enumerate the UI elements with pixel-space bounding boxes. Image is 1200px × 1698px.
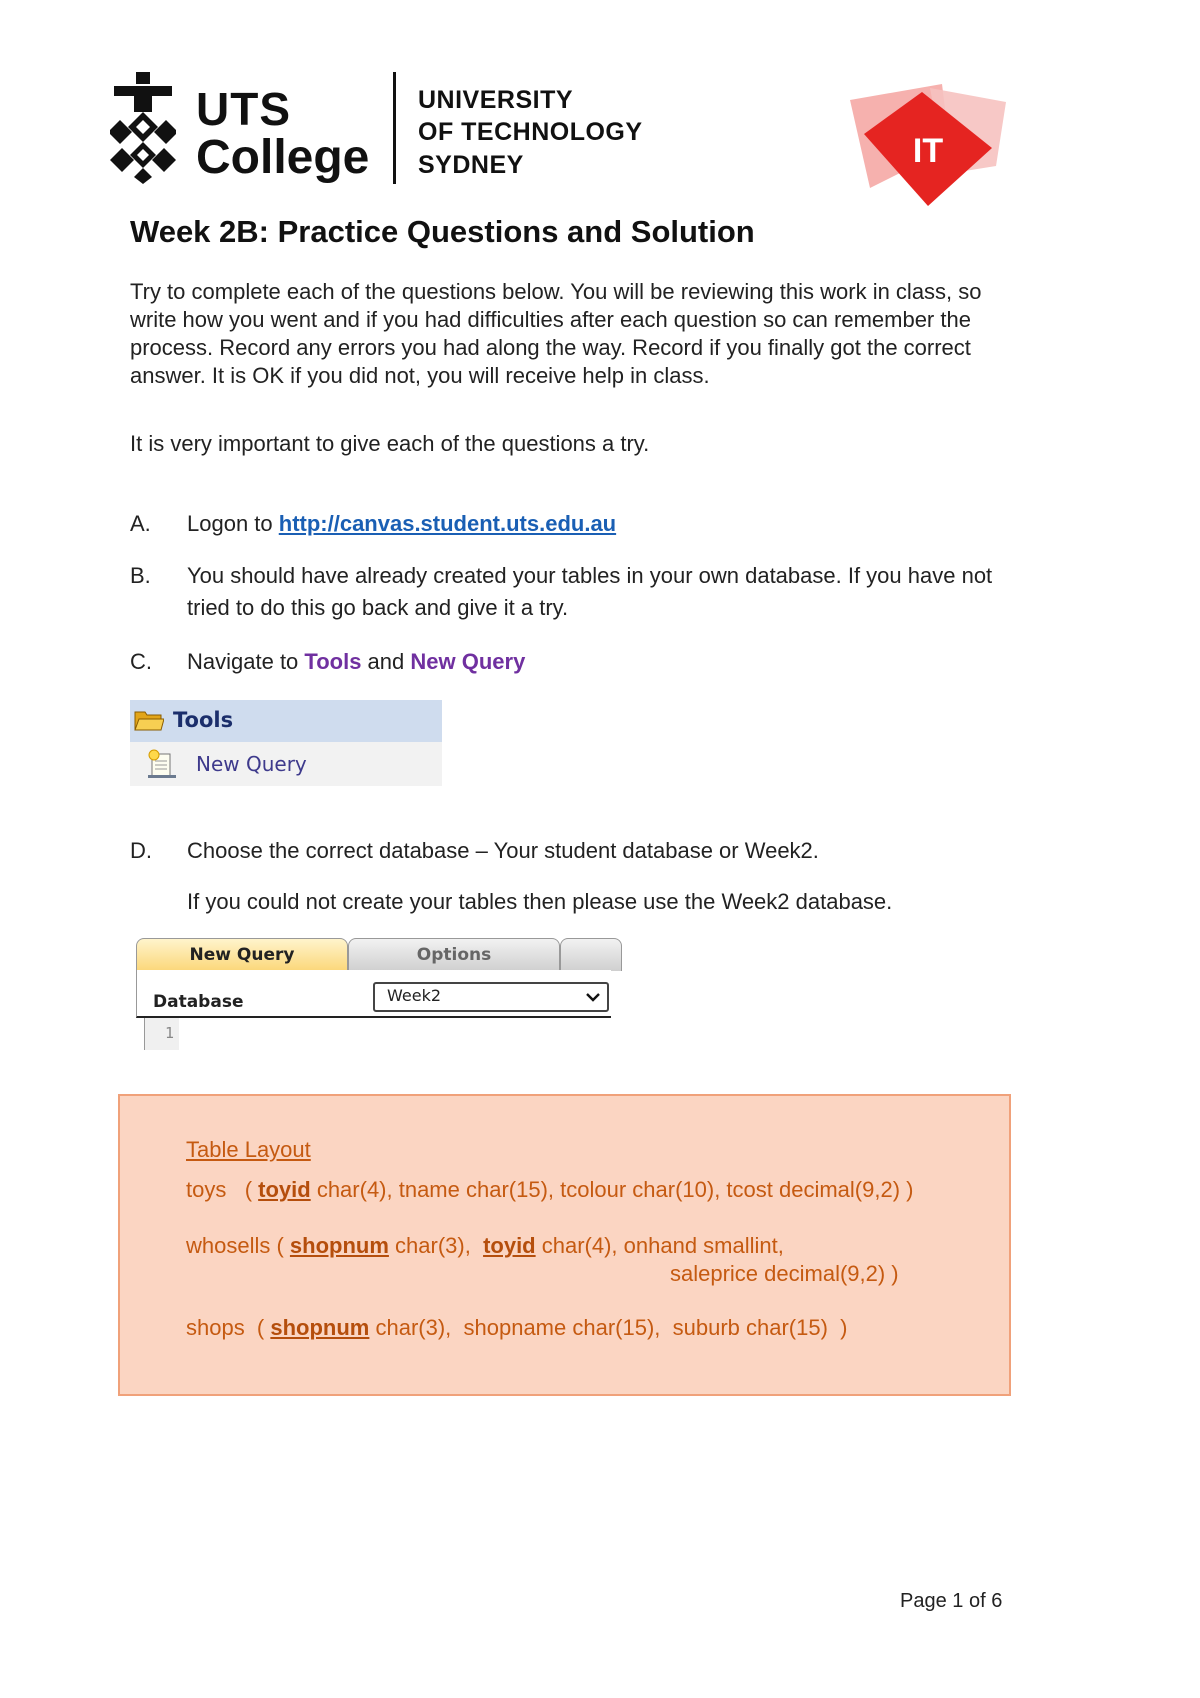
logo-divider <box>393 72 396 184</box>
page-of-label: of <box>963 1590 992 1612</box>
page-total: 6 <box>991 1590 1003 1612</box>
step-c-new-query: New Query <box>410 649 526 674</box>
tools-label: Tools <box>173 708 234 732</box>
schema-whosells-key2: toyid <box>483 1233 536 1258</box>
schema-shops-key: shopnum <box>270 1315 370 1340</box>
new-query-menu-item[interactable]: New Query <box>196 752 307 776</box>
schema-toys-open: ( <box>226 1177 259 1202</box>
schema-whosells-line2: saleprice decimal(9,2) ) <box>670 1261 899 1286</box>
page-number: 1 <box>952 1590 964 1612</box>
intro-paragraph: Try to complete each of the questions below. You will be reviewing this work in class, so write how you went and if you had difficulties after each question so can remember the process. Record any errors you had along the way. Record if you finally got the correct answer. It is OK if you did not, you will receive help in class. <box>130 279 982 388</box>
database-select-value: Week2 <box>387 986 442 1005</box>
database-select[interactable] <box>373 982 609 1012</box>
step-d-letter: D. <box>130 838 152 863</box>
uts-name-line1: UNIVERSITY <box>418 86 574 114</box>
step-b-letter: B. <box>130 563 151 588</box>
schema-toys-key: toyid <box>258 1177 311 1202</box>
table-layout-title: Table Layout <box>186 1137 311 1162</box>
new-query-icon <box>146 748 178 780</box>
step-c-letter: C. <box>130 649 152 674</box>
database-label: Database <box>153 992 244 1012</box>
canvas-link[interactable]: http://canvas.student.uts.edu.au <box>278 511 617 536</box>
it-badge-text: IT <box>912 132 944 170</box>
schema-whosells-key1: shopnum <box>289 1233 389 1258</box>
step-c-text-mid: and <box>361 649 411 674</box>
chevron-down-icon <box>585 990 601 1004</box>
step-c-tools: Tools <box>304 649 362 674</box>
tab-options[interactable]: Options <box>348 938 560 971</box>
step-d-text: Choose the correct database – Your student database or Week2. <box>187 838 819 863</box>
step-c-text-pre: Navigate to <box>187 649 305 674</box>
uts-emblem-icon <box>110 72 176 184</box>
query-body <box>136 970 611 1018</box>
step-a-letter: A. <box>130 511 151 536</box>
page-footer <box>900 1590 1002 1613</box>
table-layout-box <box>118 1094 1011 1396</box>
tools-panel-header[interactable] <box>130 700 442 742</box>
step-a-text: Logon to <box>187 511 279 536</box>
line-gutter <box>144 1018 179 1050</box>
intro-paragraph-2: It is very important to give each of the questions a try. <box>130 431 650 456</box>
schema-whosells <box>186 1232 784 1260</box>
it-logo-icon <box>850 84 1010 210</box>
page-label: Page <box>900 1590 953 1612</box>
schema-shops-rest: char(3), shopname char(15), suburb char(15) ) <box>369 1315 848 1340</box>
schema-whosells-rest: char(4), onhand smallint, <box>535 1233 784 1258</box>
tools-panel <box>130 700 442 786</box>
uts-name-line2: OF TECHNOLOGY <box>418 118 643 146</box>
step-b-text: You should have already created your tables in your own database. If you have not tried to do this go back and give it a try. <box>187 563 993 620</box>
uts-college-logo-line1: UTS <box>196 83 291 135</box>
schema-whosells-mid1: char(3), <box>388 1233 484 1258</box>
page-title: Week 2B: Practice Questions and Solution <box>130 214 755 249</box>
schema-shops <box>186 1314 847 1342</box>
line-number: 1 <box>165 1024 175 1042</box>
schema-whosells-name: whosells ( <box>186 1233 290 1258</box>
tab-more[interactable] <box>560 938 622 971</box>
schema-toys <box>186 1176 913 1204</box>
step-d-subtext: If you could not create your tables then please use the Week2 database. <box>187 889 893 914</box>
query-panel <box>134 938 610 1050</box>
tab-new-query[interactable]: New Query <box>136 938 348 971</box>
folder-open-icon <box>134 708 164 734</box>
schema-shops-name: shops ( <box>186 1315 271 1340</box>
schema-toys-name: toys <box>186 1177 227 1202</box>
schema-toys-rest: char(4), tname char(15), tcolour char(10), tcost decimal(9,2) ) <box>310 1177 914 1202</box>
uts-college-logo-line2: College <box>196 131 370 184</box>
uts-name-line3: SYDNEY <box>418 151 524 179</box>
